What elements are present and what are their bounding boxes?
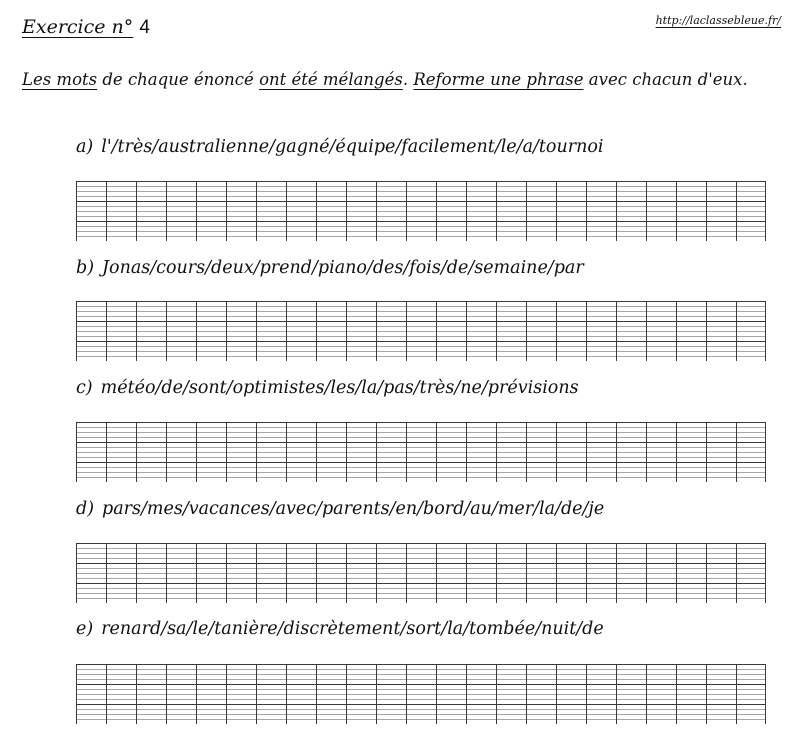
exercise-d-letter: d) — [76, 499, 95, 519]
exercise-c-prompt — [76, 375, 766, 401]
exercise-b-letter: b) — [76, 258, 95, 278]
exercise-a-writing-grid[interactable] — [76, 181, 766, 241]
exercise-d-words: pars/mes/vacances/avec/parents/en/bord/au/mer/la/de/je — [102, 499, 605, 519]
exercise-b-words: Jonas/cours/deux/prend/piano/des/fois/de/semaine/par — [102, 258, 584, 278]
exercise-a-letter: a) — [76, 137, 94, 157]
exercise-b-prompt — [76, 255, 766, 281]
exercise-d — [76, 496, 766, 522]
exercise-d-prompt — [76, 496, 766, 522]
instruction-part-6: avec chacun d'eux. — [583, 70, 748, 89]
instruction-part-2: de chaque énoncé — [97, 70, 260, 89]
exercise-title-label: Exercice n° — [22, 16, 134, 38]
instruction-part-3: ont été mélangés — [259, 70, 403, 89]
exercise-b — [76, 255, 766, 281]
exercise-e-writing-grid[interactable] — [76, 664, 766, 724]
instruction-part-5: Reforme une phrase — [413, 70, 584, 89]
source-url-link[interactable]: http://laclassebleue.fr/ — [655, 14, 781, 27]
exercise-a-prompt — [76, 134, 766, 160]
exercise-e — [76, 616, 766, 642]
exercise-title — [22, 16, 150, 39]
instruction-part-1: Les mots — [22, 70, 98, 89]
exercise-c — [76, 375, 766, 401]
instruction-part-4: . — [402, 70, 414, 89]
exercise-e-words: renard/sa/le/tanière/discrètement/sort/la/tombée/nuit/de — [101, 619, 604, 639]
exercise-d-writing-grid[interactable] — [76, 543, 766, 603]
instruction-text — [22, 70, 782, 89]
exercise-b-writing-grid[interactable] — [76, 301, 766, 361]
exercise-a-words: l'/très/australienne/gagné/équipe/facilement/le/a/tournoi — [101, 137, 604, 157]
exercise-a — [76, 134, 766, 160]
exercise-c-letter: c) — [76, 378, 93, 398]
exercise-c-writing-grid[interactable] — [76, 422, 766, 482]
exercise-e-prompt — [76, 616, 766, 642]
exercise-c-words: météo/de/sont/optimistes/les/la/pas/très/ne/prévisions — [100, 378, 579, 398]
exercise-e-letter: e) — [76, 619, 94, 639]
exercise-number: 4 — [139, 17, 150, 38]
